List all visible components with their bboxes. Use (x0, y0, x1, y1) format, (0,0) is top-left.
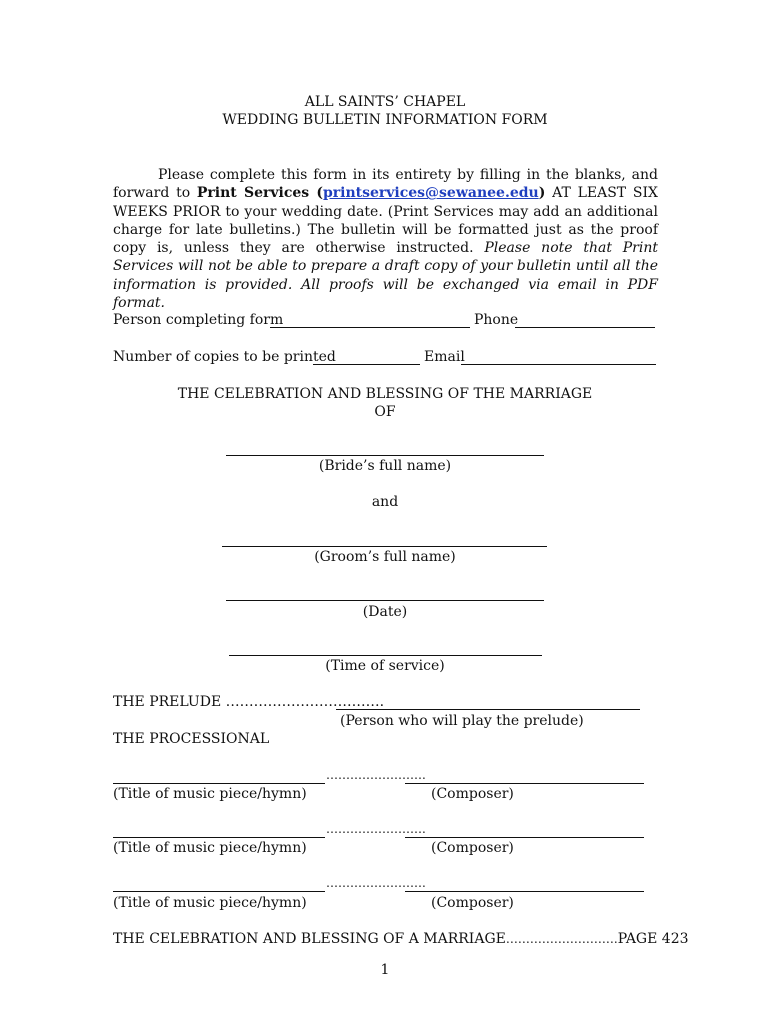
phone-label: Phone (474, 312, 519, 328)
phone-field[interactable] (515, 327, 655, 328)
close-paren: ) (538, 185, 546, 202)
prelude-field[interactable] (336, 709, 640, 710)
prelude-dots: ……………………………. (225, 694, 385, 710)
form-title: WEDDING BULLETIN INFORMATION FORM (222, 112, 548, 128)
title-caption: (Title of music piece/hymn) (113, 895, 307, 911)
groom-caption: (Groom’s full name) (314, 549, 456, 565)
title-caption: (Title of music piece/hymn) (113, 786, 307, 802)
intro-italic-note: Please note that Print Services will not be able to prepare a draft copy of your bulletin until all the information is provided. All proofs will be exchanged via email in PDF format. (113, 240, 658, 312)
composer-caption: (Composer) (431, 840, 514, 856)
processional-label: THE PROCESSIONAL (113, 731, 270, 747)
processional-title-field[interactable] (113, 783, 325, 784)
celebration-of: OF (374, 404, 396, 420)
time-caption: (Time of service) (325, 658, 445, 674)
processional-composer-field[interactable] (405, 837, 644, 838)
processional-title-field[interactable] (113, 837, 325, 838)
processional-dots: ……………………. (326, 876, 426, 890)
celebration-title: THE CELEBRATION AND BLESSING OF THE MARRIAGE (177, 386, 593, 402)
copies-field[interactable] (313, 364, 420, 365)
celebration-reference-dots: ………………………. (505, 932, 618, 946)
processional-title-field[interactable] (113, 891, 325, 892)
time-field[interactable] (229, 655, 542, 656)
email-link[interactable]: printservices@sewanee.edu (322, 185, 539, 202)
copies-label: Number of copies to be printed (113, 349, 336, 365)
bride-caption: (Bride’s full name) (318, 458, 452, 474)
open-paren: ( (309, 185, 323, 202)
intro-text-1: Please complete this form in its entirety by filling in the blanks, and forward to (113, 167, 658, 202)
page-reference: PAGE 423 (617, 931, 689, 947)
intro-text-2: AT LEAST SIX WEEKS PRIOR to your wedding date. (Print Services may add an additional charge for late bulletins.) The bulletin will be formatted just as the proof copy is, unless they are otherwise instructed. (113, 185, 658, 257)
date-caption: (Date) (362, 604, 408, 620)
processional-dots: ……………………. (326, 768, 426, 782)
processional-composer-field[interactable] (405, 783, 644, 784)
person-field[interactable] (270, 327, 470, 328)
and-text: and (371, 494, 399, 510)
prelude-caption: (Person who will play the prelude) (340, 713, 584, 729)
person-label: Person completing form (113, 312, 284, 328)
title-caption: (Title of music piece/hymn) (113, 840, 307, 856)
prelude-label (113, 694, 384, 710)
page-number: 1 (380, 962, 390, 978)
bride-name-field[interactable] (226, 455, 544, 456)
chapel-title: ALL SAINTS’ CHAPEL (304, 94, 466, 110)
composer-caption: (Composer) (431, 786, 514, 802)
processional-composer-field[interactable] (405, 891, 644, 892)
print-services-label: Print Services (196, 185, 310, 202)
date-field[interactable] (226, 600, 544, 601)
intro-paragraph (113, 166, 658, 312)
groom-name-field[interactable] (222, 546, 547, 547)
celebration-reference (113, 931, 689, 947)
celebration-reference-label: THE CELEBRATION AND BLESSING OF A MARRIAGE (113, 931, 506, 947)
composer-caption: (Composer) (431, 895, 514, 911)
email-label: Email (424, 349, 465, 365)
processional-dots: ……………………. (326, 822, 426, 836)
prelude-label-text: THE PRELUDE (113, 694, 222, 710)
email-field[interactable] (461, 364, 656, 365)
